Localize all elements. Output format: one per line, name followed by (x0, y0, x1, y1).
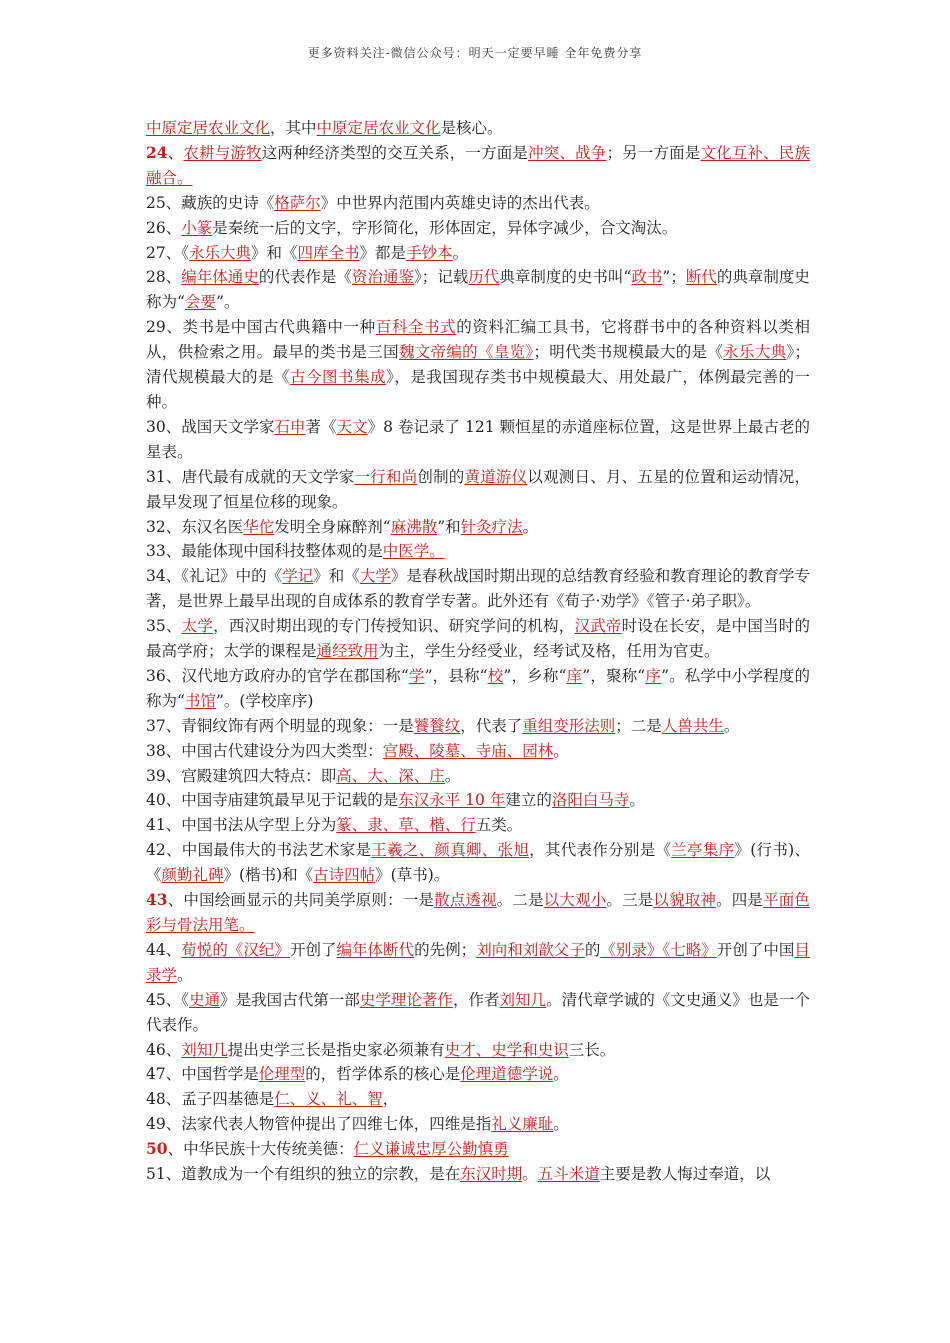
item-number: 35 (146, 617, 166, 636)
body-text: 、 (165, 218, 182, 237)
list-item (146, 1137, 810, 1162)
body-text: 》，是我国现存类书中规模最大、用处最广，体例最完善的一种。 (146, 368, 810, 411)
key-term: 一行和尚 (354, 467, 418, 486)
item-number: 40 (146, 791, 166, 810)
key-term: 史通 (189, 990, 221, 1009)
key-term: 仁、义、礼、智 (274, 1090, 383, 1109)
key-term: 会要 (184, 293, 216, 312)
list-item (146, 813, 810, 838)
item-number: 24 (146, 142, 168, 162)
body-text: 典章制度的史书叫“ (499, 268, 632, 287)
body-text: 的 (584, 940, 601, 959)
body-text: 。 (522, 517, 539, 536)
key-term: 刘向和刘歆父子 (476, 940, 585, 959)
body-text: ，代表了 (460, 716, 523, 735)
list-item (146, 938, 810, 988)
body-text: 、 (165, 268, 182, 287)
body-text: ”和 (437, 517, 461, 536)
list-item (146, 241, 810, 266)
body-text: 建立的 (505, 791, 552, 810)
body-text: 的典章制度史称为“ (146, 268, 810, 312)
key-term: 麻沸散 (390, 517, 438, 536)
body-text: 、《 (165, 243, 189, 262)
item-number: 45 (146, 990, 166, 1009)
item-number: 30 (146, 417, 166, 436)
key-term: 五斗米道 (537, 1165, 600, 1184)
key-term: 冲突、战争 (528, 143, 607, 162)
body-text: 是秦统一后的文字，字形简化，形体固定，异体字减少，合文淘汰。 (212, 218, 678, 237)
item-number: 41 (146, 816, 166, 835)
key-term: 政书 (631, 268, 663, 287)
body-text: 、中国古代建设分为四大类型： (165, 741, 383, 760)
key-term: 天文 (336, 417, 368, 436)
body-text: 。 (629, 791, 645, 810)
page-header: 更多资料关注-微信公众号：明天一定要早睡 全年免费分享 (307, 46, 643, 60)
body-text: ，其代表作分别是《 (529, 841, 672, 860)
item-number: 26 (146, 218, 166, 237)
key-term: 目录学 (146, 940, 810, 984)
key-term: 小篆 (181, 218, 213, 237)
key-term: 庠 (566, 666, 583, 685)
key-term: 东汉永平 10 年 (398, 791, 506, 810)
item-number: 27 (146, 243, 166, 262)
list-item (146, 116, 810, 141)
key-term: 针灸疗法 (460, 517, 523, 536)
key-term: 中原定居农业文化 (146, 119, 271, 137)
body-text: 、《礼记》中的《 (165, 567, 283, 586)
body-text: 》是我国古代第一部 (220, 990, 360, 1009)
key-term: 太学 (181, 617, 214, 636)
item-number: 28 (146, 268, 166, 287)
item-number: 25 (146, 193, 166, 212)
key-term: 文化互补、民族融合。 (146, 143, 810, 187)
key-term: 荀悦的《汉纪》 (181, 940, 290, 959)
list-item (146, 1038, 810, 1063)
body-text: 、道教成为一个有组织的独立的宗教，是在 (165, 1165, 461, 1184)
key-term: 刘知几 (181, 1040, 228, 1059)
body-text: 。 (522, 1165, 538, 1184)
key-term: 学 (408, 666, 425, 685)
body-text: 、 (167, 143, 184, 162)
body-text: ；二是 (615, 716, 662, 735)
list-item (146, 1162, 810, 1187)
key-term: 散点透视 (434, 891, 497, 910)
item-number: 50 (146, 1139, 168, 1159)
body-text: 》8 卷记录了 121 颗恒星的赤道座标位置，这是世界上最古老的星表。 (146, 417, 810, 461)
list-item (146, 664, 810, 714)
body-text: 开创了 (289, 940, 337, 959)
document-body (146, 116, 810, 1187)
body-text: 》是春秋战国时期出现的总结教育经验和教育理论的教育学专著，是世界上最早出现的自成体系的教育学专著。此外还有《荀子·劝学》《管子·弟子职》。 (146, 567, 810, 611)
body-text: 。 (553, 741, 569, 760)
key-term: 魏文帝编的《皇览》 (398, 343, 534, 362)
key-term: 编年体通史 (181, 268, 259, 287)
body-text: ，作者 (452, 990, 500, 1009)
body-text: 、《 (165, 990, 190, 1009)
list-item (146, 614, 810, 664)
body-text: 、宫殿建筑四大特点：即 (165, 766, 337, 785)
body-text: 。 (444, 766, 461, 785)
body-text: 开创了中国 (716, 940, 795, 959)
key-term: 手钞本 (406, 243, 453, 262)
body-text: 、中国书法从字型上分为 (165, 816, 337, 835)
key-term: 书馆 (184, 691, 216, 710)
list-item (146, 1062, 810, 1087)
list-item (146, 216, 810, 241)
body-text: 、战国天文学家 (165, 417, 275, 436)
list-item (146, 191, 810, 216)
body-text: ”，县称“ (424, 666, 488, 685)
body-text: 著《 (305, 417, 337, 436)
body-text: ”。私学中小学程度的称为“ (146, 666, 810, 710)
key-term: 伦理道德学说 (460, 1065, 554, 1084)
key-term: 以貌取神 (653, 891, 717, 910)
body-text: 。二是 (496, 891, 544, 910)
item-number: 42 (146, 841, 166, 860)
body-text: 。 (452, 243, 469, 262)
body-text: 、 (165, 617, 182, 636)
key-term: 宫殿、陵墓、寺庙、园林 (382, 741, 554, 760)
key-term: 古诗四帖 (313, 866, 376, 885)
key-term: 序 (645, 666, 662, 685)
key-term: 农耕与游牧 (183, 143, 262, 162)
item-number: 44 (146, 940, 166, 959)
body-text: 五类。 (475, 816, 523, 835)
item-number: 48 (146, 1090, 166, 1109)
item-number: 29 (146, 318, 166, 337)
body-text: 、中国绘画显示的共同美学原则：一是 (167, 891, 435, 910)
key-term: 百科全书式 (375, 318, 457, 337)
key-term: 饕餮纹 (413, 716, 461, 735)
key-term: 礼义廉耻 (491, 1115, 554, 1134)
key-term: 王羲之、颜真卿、张旭 (371, 841, 530, 860)
list-item (146, 265, 810, 315)
key-term: 人兽共生 (661, 716, 724, 735)
item-number: 38 (146, 741, 166, 760)
key-term: 四库全书 (297, 243, 360, 262)
item-number: 46 (146, 1040, 166, 1059)
body-text: 创制的 (417, 467, 465, 486)
key-term: 伦理型 (258, 1065, 306, 1084)
item-number: 31 (146, 467, 166, 486)
body-text: ；另一方面是 (606, 143, 701, 162)
body-text: 。 (177, 965, 193, 984)
list-item (146, 988, 810, 1038)
body-text: ，西汉时期出现的专门传授知识、研究学问的机构， (213, 617, 575, 636)
key-term: 历代 (468, 268, 500, 287)
body-text: 三长。 (568, 1040, 616, 1059)
body-text: ， (382, 1090, 399, 1109)
item-number: 43 (146, 890, 168, 910)
list-item (146, 838, 810, 888)
list-item (146, 539, 810, 564)
item-number: 34 (146, 567, 166, 586)
body-text: ，其中 (270, 119, 317, 137)
body-text: ”，乡称“ (503, 666, 567, 685)
body-text: ”，聚称“ (582, 666, 646, 685)
key-term: 资治通鉴 (351, 268, 414, 287)
key-term: 石申 (274, 417, 306, 436)
body-text: 、法家代表人物管仲提出了四维七体，四维是指 (165, 1115, 492, 1134)
body-text: 、唐代最有成就的天文学家 (165, 467, 355, 486)
list-item (146, 788, 810, 813)
key-term: 校 (487, 666, 504, 685)
body-text: 、最能体现中国科技整体观的是 (165, 542, 383, 561)
key-term: 史学理论著作 (359, 990, 453, 1009)
key-term: 汉武帝 (574, 617, 622, 636)
body-text: 、孟子四基德是 (165, 1090, 275, 1109)
key-term: 仁义谦诚忠厚公勤慎勇 (353, 1140, 509, 1159)
item-number: 51 (146, 1165, 166, 1184)
body-text: 提出史学三长是指史家必须兼有 (227, 1040, 445, 1059)
key-term: 大学 (359, 567, 391, 586)
key-term: 通经致用 (316, 642, 379, 661)
key-term: 编年体断代 (336, 940, 415, 959)
key-term: 篆、隶、草、楷、行 (336, 816, 476, 835)
body-text: 的先例； (414, 940, 477, 959)
body-text: 》；记载 (413, 268, 469, 287)
key-term: 颜勤礼碑 (161, 866, 224, 885)
key-term: 永乐大典 (189, 243, 252, 262)
list-item (146, 1087, 810, 1112)
item-number: 39 (146, 766, 166, 785)
item-number: 33 (146, 542, 166, 561)
list-item (146, 141, 810, 191)
body-text: 。三是 (606, 891, 654, 910)
key-term: 格萨尔 (274, 193, 321, 212)
body-text: 、中国哲学是 (165, 1065, 259, 1084)
body-text: 、中国寺庙建筑最早见于记载的是 (165, 791, 399, 810)
list-item (146, 764, 810, 789)
body-text: 、东汉名医 (165, 517, 244, 536)
body-text: 》都是 (359, 243, 407, 262)
body-text: 是核心。 (440, 119, 503, 137)
key-term: 永乐大典 (723, 343, 787, 362)
key-term: 中医学。 (382, 542, 445, 561)
body-text: 》和《 (313, 567, 360, 586)
body-text: 时设在长安，是中国当时的最高学府；太学的课程是 (146, 617, 810, 661)
body-text: 。 (723, 716, 740, 735)
body-text: 》；清代规模最大的是《 (146, 343, 810, 387)
body-text: 、汉代地方政府办的官学在郡国称“ (165, 666, 409, 685)
body-text: 的资料汇编工具书，它将群书中的各种资料以类相从，供检索之用。最早的类书是三国 (146, 318, 810, 362)
list-item (146, 739, 810, 764)
key-term: 洛阳白马寺 (551, 791, 630, 810)
body-text: 》和《 (251, 243, 298, 262)
key-term: 东汉时期 (460, 1165, 523, 1184)
body-text: 》(草书)。 (375, 866, 450, 885)
key-term: 学记 (282, 567, 314, 586)
list-item (146, 315, 810, 415)
body-text: ；明代类书规模最大的是《 (533, 343, 724, 362)
key-term: 高、大、深、庄 (336, 766, 445, 785)
item-number: 49 (146, 1115, 166, 1134)
body-text: 》(楷书)和《 (223, 866, 314, 885)
item-number: 37 (146, 716, 166, 735)
body-text: 、青铜纹饰有两个明显的现象：一是 (165, 716, 414, 735)
list-item (146, 888, 810, 938)
body-text: 、 (165, 940, 182, 959)
body-text: 的，哲学体系的核心是 (305, 1065, 461, 1084)
body-text: 、类书是中国古代典籍中一种 (165, 318, 376, 337)
item-number: 32 (146, 517, 166, 536)
list-item (146, 415, 810, 465)
body-text: 主要是教人悔过奉道，以 (599, 1165, 771, 1184)
body-text: ”。 (215, 293, 240, 312)
body-text: 。 (553, 1115, 569, 1134)
body-text: 发明全身麻醉剂“ (274, 517, 391, 536)
item-number: 36 (146, 666, 166, 685)
key-term: 史才、史学和史识 (444, 1040, 569, 1059)
body-text: 。 (553, 1065, 569, 1084)
list-item (146, 564, 810, 614)
key-term: 平面色彩与骨法用笔。 (146, 891, 810, 934)
list-item (146, 714, 810, 739)
key-term: 《别录》《七略》 (600, 940, 717, 959)
key-term: 断代 (685, 268, 717, 287)
body-text: 、中国最伟大的书法艺术家是 (165, 841, 372, 860)
list-item (146, 1112, 810, 1137)
body-text: 为主，学生分经受业，经考试及格，任用为官吏。 (378, 642, 720, 661)
key-term: 中原定居农业文化 (316, 119, 441, 137)
body-text: 以观测日、月、五星的位置和运动情况，最早发现了恒星位移的现象。 (146, 467, 810, 511)
body-text: 》(行书)、《 (146, 841, 810, 885)
key-term: 刘知几 (499, 990, 547, 1009)
key-term: 华佗 (243, 517, 275, 536)
body-text: 的代表作是《 (258, 268, 352, 287)
key-term: 以大观小 (543, 891, 607, 910)
list-item (146, 515, 810, 540)
body-text: 、 (165, 1040, 182, 1059)
item-number: 47 (146, 1065, 166, 1084)
body-text: 。四是 (716, 891, 764, 910)
body-text: 、藏族的史诗《 (165, 193, 275, 212)
body-text: ”。(学校庠序) (215, 691, 314, 710)
list-item (146, 465, 810, 515)
body-text: 这两种经济类型的交互关系，一方面是 (261, 143, 529, 162)
key-term: 古今图书集成 (290, 368, 387, 387)
key-term: 兰亭集序 (671, 841, 735, 860)
body-text: 。清代章学诚的《文史通义》也是一个代表作。 (146, 990, 810, 1034)
body-text: 、中华民族十大传统美德： (167, 1140, 354, 1159)
body-text: ”； (662, 268, 686, 287)
key-term: 重组变形法则 (522, 716, 616, 735)
body-text: 》中世界内范围内英雄史诗的杰出代表。 (320, 193, 600, 212)
key-term: 黄道游仪 (464, 467, 528, 486)
